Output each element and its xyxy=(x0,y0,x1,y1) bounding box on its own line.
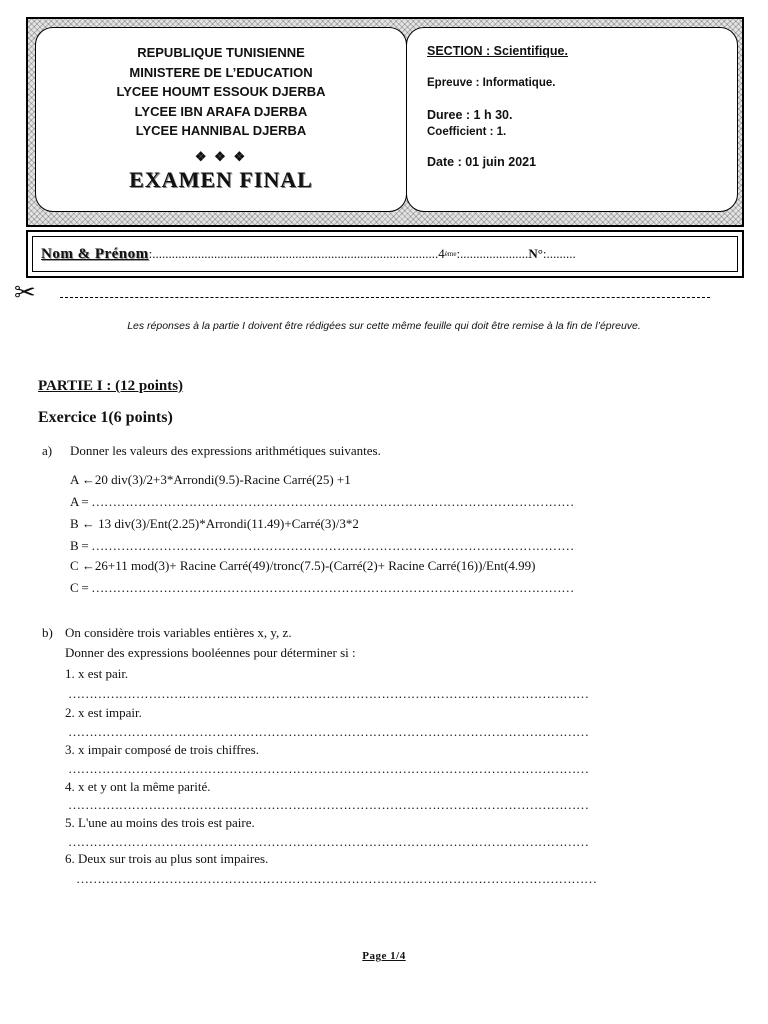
date-field: Date : 01 juin 2021 xyxy=(427,155,537,169)
identity-frame xyxy=(26,230,744,278)
duree-field: Duree : 1 h 30. xyxy=(427,108,513,122)
answer-line[interactable]: …………………………………………………………………………………………………………… xyxy=(68,724,589,739)
diamond-ornament: ❖ ❖ ❖ xyxy=(194,148,248,164)
exercise-title: Exercice 1(6 points) xyxy=(38,409,173,426)
expression-b: B ← 13 div(3)/Ent(2.25)*Arrondi(11.49)+Carré(3)/3*2 xyxy=(70,516,359,531)
answer-line[interactable]: …………………………………………………………………………………………………………… xyxy=(68,834,589,849)
class-field[interactable]: :..................... xyxy=(456,246,529,261)
list-item: 3. x impair composé de trois chiffres. xyxy=(65,742,259,757)
answer-line[interactable]: …………………………………………………………………………………………………………… xyxy=(68,761,589,776)
page-number: Page 1/4 xyxy=(362,950,406,962)
part-title: PARTIE I : (12 points) xyxy=(38,378,184,394)
institution-line: LYCEE HANNIBAL DJERBA xyxy=(135,123,307,138)
coefficient-field: Coefficient : 1. xyxy=(427,126,507,138)
institution-line: MINISTERE DE L’EDUCATION xyxy=(129,64,313,80)
scissors-icon: ✂ xyxy=(14,278,36,307)
question-a-text: Donner les valeurs des expressions arithmétiques suivantes. xyxy=(70,443,381,458)
answer-line[interactable]: …………………………………………………………………………………………………………… xyxy=(68,686,589,701)
institution-box xyxy=(35,27,407,212)
institution-line: REPUBLIQUE TUNISIENNE xyxy=(137,45,305,60)
list-item: 6. Deux sur trois au plus sont impaires. xyxy=(65,851,269,866)
identity-row xyxy=(32,236,738,272)
question-b-intro: On considère trois variables entières x, y, z. xyxy=(65,625,292,640)
answer-line[interactable]: …………………………………………………………………………………………………………… xyxy=(68,797,589,812)
cut-line xyxy=(60,297,710,298)
question-a-letter: a) xyxy=(42,443,53,458)
answer-a[interactable]: A = …………………………………………………………………………………………………… xyxy=(70,494,574,509)
num-label: N° xyxy=(528,246,543,261)
list-item: 1. x est pair. xyxy=(65,666,129,681)
nom-label: Nom & Prénom xyxy=(41,245,149,262)
expression-a: A ←20 div(3)/2+3*Arrondi(9.5)-Racine Carré(25) +1 xyxy=(70,472,351,487)
exam-title: EXAMEN FINAL xyxy=(129,166,313,192)
instruction-note: Les réponses à la partie I doivent être rédigées sur cette même feuille qui doit être remise à la fin de l’épreuve. xyxy=(127,320,641,332)
num-field[interactable]: :......... xyxy=(542,246,576,261)
section-field: SECTION : Scientifique. xyxy=(427,44,568,58)
list-item: 2. x est impair. xyxy=(65,705,142,720)
question-b-instruction: Donner des expressions booléennes pour déterminer si : xyxy=(65,645,356,660)
expression-c: C ←26+11 mod(3)+ Racine Carré(49)/tronc(7.5)-(Carré(2)+ Racine Carré(16))/Ent(4.99) xyxy=(70,558,536,573)
exam-info-box xyxy=(406,27,738,212)
answer-c[interactable]: C = …………………………………………………………………………………………………… xyxy=(70,580,574,595)
question-b-letter: b) xyxy=(42,625,53,640)
answer-line[interactable]: …………………………………………………………………………………………………………… xyxy=(76,871,597,886)
institution-lines xyxy=(36,28,406,141)
class-sup: ème xyxy=(444,250,457,258)
nom-field[interactable]: :........................................................................................4 xyxy=(148,246,445,261)
epreuve-field: Epreuve : Informatique. xyxy=(427,77,556,89)
list-item: 4. x et y ont la même parité. xyxy=(65,779,211,794)
list-item: 5. L'une au moins des trois est paire. xyxy=(65,815,255,830)
institution-line: LYCEE HOUMT ESSOUK DJERBA xyxy=(116,84,326,99)
answer-b[interactable]: B = …………………………………………………………………………………………………… xyxy=(70,538,574,553)
institution-line: LYCEE IBN ARAFA DJERBA xyxy=(134,103,308,119)
